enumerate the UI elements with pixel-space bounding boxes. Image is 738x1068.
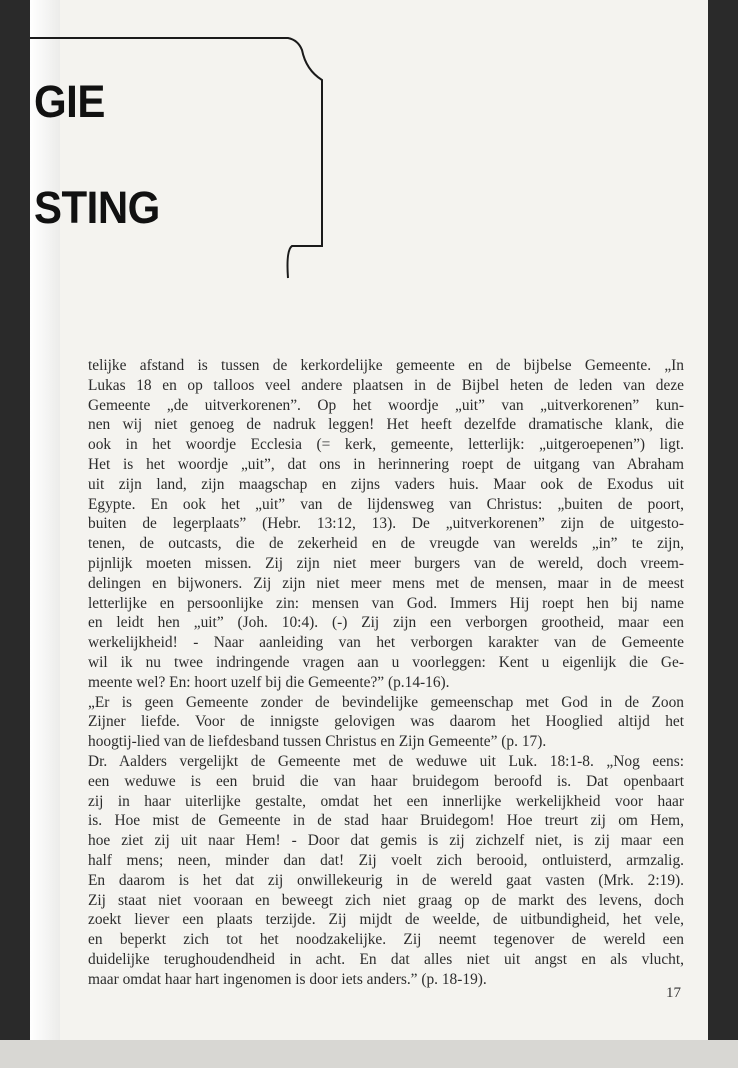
text-line: Egypte. En ook het „uit” van de lijdensweg van Christus: „buiten de poort, <box>88 495 684 513</box>
text-line: wil ik nu twee indringende vragen aan u voorleggen: Kent u eigenlijk die Ge- <box>88 653 684 671</box>
text-line: pijnlijk moeten missen. Zij zijn niet meer burgers van de wereld, doch vreem- <box>88 554 684 572</box>
text-line: „Er is geen Gemeente zonder de bevindelijke gemeenschap met God in de Zoon <box>88 693 684 711</box>
text-line: en leidt hen „uit” (Joh. 10:4). (-) Zij zijn een verborgen grootheid, maar een <box>88 614 684 632</box>
text-line: buiten de legerplaats” (Hebr. 13:12, 13). De „uitverkorenen” zijn de uitgesto- <box>88 515 684 533</box>
text-line: tenen, de outcasts, die de zekerheid en de vreugde van werelds „in” te zijn, <box>88 535 684 553</box>
text-line: Zijner liefde. Voor de innigste gelovigen was daarom het Hooglied altijd het <box>88 713 684 731</box>
title-line-1: GIE <box>34 76 105 127</box>
scan-bottom-edge <box>0 1040 738 1068</box>
text-line: half mens; neen, minder dan dat! Zij voelt zich berooid, ontluisterd, armzalig. <box>88 851 684 869</box>
text-line: werkelijkheid! - Naar aanleiding van het verborgen karakter van de Gemeente <box>88 634 684 652</box>
text-line: nen wij niet genoeg de nadruk leggen! Het heeft dezelfde dramatische klank, die <box>88 416 684 434</box>
text-line: Lukas 18 en op talloos veel andere plaatsen in de Bijbel heten de leden van deze <box>88 376 684 394</box>
page-number: 17 <box>666 985 681 1001</box>
text-line: is. Hoe mist de Gemeente in de stad haar Bruidegom! Hoe treurt zij om Hem, <box>88 812 684 830</box>
title-line-2: STING <box>34 182 160 233</box>
text-line: delingen en bijwoners. Zij zijn niet meer mens met de mensen, maar in de meest <box>88 574 684 592</box>
text-line: een weduwe is een bruid die van haar bruidegom beroofd is. Dat openbaart <box>88 772 684 790</box>
text-line: Dr. Aalders vergelijkt de Gemeente met de weduwe uit Luk. 18:1-8. „Nog eens: <box>88 752 684 770</box>
text-line: Zij staat niet vooraan en beweegt zich niet graag op de markt des levens, doch <box>88 891 684 909</box>
text-line: zoekt liever een plaats terzijde. Zij mijdt de weelde, de uitbundigheid, het vele, <box>88 911 684 929</box>
text-line: hoe ziet zij uit naar Hem! - Door dat gemis is zij zichzelf niet, is zij maar een <box>88 832 684 850</box>
document-page <box>30 0 708 1040</box>
text-line: Gemeente „de uitverkorenen”. Op het woordje „uit” van „uitverkorenen” kun- <box>88 396 684 414</box>
title-frame <box>30 0 330 280</box>
text-line: duidelijke terughoudendheid in acht. En dat alles niet uit angst en als vlucht, <box>88 950 684 968</box>
text-line: uit zijn land, zijn maagschap en zijns vaders huis. Maar ook de Exodus uit <box>88 475 684 493</box>
text-line: Het is het woordje „uit”, dat ons in herinnering roept de uitgang van Abraham <box>88 455 684 473</box>
text-line: maar omdat haar hart ingenomen is door iets anders.” (p. 18-19). <box>88 970 487 988</box>
text-line: letterlijke en persoonlijke zin: mensen van God. Immers Hij roept hen bij name <box>88 594 684 612</box>
text-line: ook in het woordje Ecclesia (= kerk, gemeente, letterlijk: „uitgeroepenen”) ligt. <box>88 436 684 454</box>
text-line: telijke afstand is tussen de kerkordelijke gemeente en de bijbelse Gemeente. „In <box>88 357 684 374</box>
text-line: en beperkt zich tot het noodzakelijke. Zij neemt tegenover de wereld een <box>88 931 684 949</box>
body-text <box>88 356 684 990</box>
text-line: zij in haar uiterlijke gestalte, omdat het een innerlijke werkelijkheid voor haar <box>88 792 684 810</box>
text-line: meente wel? En: hoort uzelf bij die Gemeente?” (p.14-16). <box>88 673 450 691</box>
text-line: hoogtij-lied van de liefdesband tussen Christus en Zijn Gemeente” (p. 17). <box>88 733 547 751</box>
text-line: En daarom is het dat zij onwillekeurig in de wereld gaat vasten (Mrk. 2:19). <box>88 871 684 889</box>
